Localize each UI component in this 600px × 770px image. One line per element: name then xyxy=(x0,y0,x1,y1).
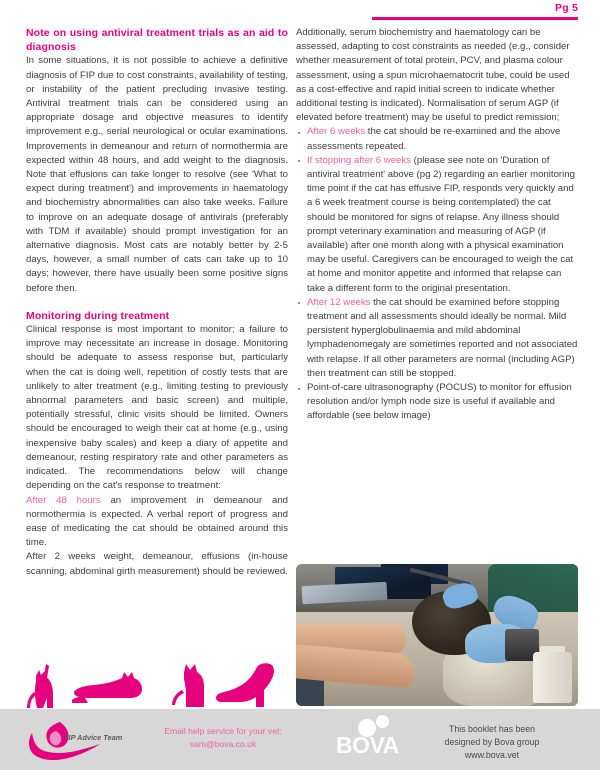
list-item xyxy=(296,154,578,296)
bova-wordmark: BOVA xyxy=(336,732,399,758)
cat-icon-reaching xyxy=(27,664,53,708)
paragraph-monitoring: Clinical response is most important to monitor; a failure to improve may necessitate an increase in dosage. Monitoring should be adequate to assess response but, particularly when the cat is doing well, repetition of costly tests that are unlikely to alter treatment (e.g., limiting testing to previously abnormal parameters and basic screen) and multiple, potentially stressful, clinic visits should be limited. Owners should be encouraged to weigh their cat at home (e.g., using inexpensive baby scales) and keep a diary of appetite and demeanour, resting respiratory rate and other parameters as indicated. The recommendations below will change depending on the cat's response to treatment: xyxy=(26,324,288,492)
cat-icon-stretching xyxy=(216,663,274,707)
list-item xyxy=(296,381,578,424)
timepoint-48-hours-text: an improvement in demeanour and normothermia is expected. A verbal report of progress and ease of medicating the cat should be obtained around this time. xyxy=(26,494,288,549)
paragraph-after-48-hours xyxy=(26,494,288,551)
booklet-credit-line-2: designed by Bova group xyxy=(444,737,540,747)
page-number: Pg 5 xyxy=(555,2,578,14)
cat-icon-sitting xyxy=(172,664,204,707)
cat-icon-lying xyxy=(72,672,142,703)
timepoint-label: After 6 weeks xyxy=(307,126,366,138)
list-item xyxy=(296,296,578,381)
paragraph-after-2-weeks: After 2 weeks weight, demeanour, effusions (in-house scanning, abdominal girth measurement) should be reviewed. xyxy=(26,551,288,577)
page-header xyxy=(0,0,600,26)
booklet-credit-block xyxy=(408,723,576,762)
fip-advice-team-label: FIP Advice Team xyxy=(64,733,123,742)
email-help-line: Email help service for your vet: xyxy=(164,726,282,736)
timepoint-48-hours-label: After 48 hours xyxy=(26,494,101,506)
list-item xyxy=(296,125,578,153)
monitoring-timepoints-list xyxy=(296,125,578,423)
pocus-clinic-photo xyxy=(296,564,578,706)
paragraph-serum-biochemistry: Additionally, serum biochemistry and haematology can be assessed, adapting to cost constraints as needed (e.g., consider whether measurement of total protein, PCV, and plasma colour assessment, using a spun microhaematocrit tube, could be used as a cost-effective and rapid initial screen to indicate whether additional testing is indicated). Normalisation of serum AGP (if elevated before treatment) may be useful to predict remission; xyxy=(296,27,570,124)
left-column xyxy=(26,26,288,579)
right-column xyxy=(296,26,578,424)
email-help-block xyxy=(148,725,298,750)
timepoint-label: After 12 weeks xyxy=(307,296,371,308)
photo-canvas xyxy=(296,564,578,706)
timepoint-text: the cat should be examined before stopping treatment and all assessments should ideally be normal. Mild persistent hyperglobulinaemia and mild abdominal lymphadenomegaly are sometimes reported and not associated with relapse. If all other parameters are normal (including AGP) then treatment can still be stopped. xyxy=(307,296,578,379)
paragraph-antiviral-trials: In some situations, it is not possible to achieve a definitive diagnosis of FIP due to cost constraints, availability of testing, or instability of the patient precluding invasive testing. Antiviral treatment trials can be considered using an appropriate dosage and objective measures to identify improvement e.g., serial neurological or ocular examinations. Improvements in demeanour and return of normothermia are expected within 48 hours, and add weight to the diagnosis. Note that effusions can take longer to resolve (see 'What to expect during treatment') and improvements in haematology and biochemistry abnormalities can also take weeks. Failure to improve on an adequate dosage of antivirals (preferably with TDM if available) should prompt investigation for an alternative diagnosis. Most cats are notably better by 2-5 days, however, a small number of cats can take up to 10 days; however, there have usually been some positive signs before then. xyxy=(26,55,288,294)
page-footer xyxy=(0,709,600,770)
timepoint-label: If stopping after 6 weeks xyxy=(307,154,411,166)
booklet-credit-line-1: This booklet has been xyxy=(448,724,536,734)
heading-antiviral-treatment-trials: Note on using antiviral treatment trials as an aid to diagnosis xyxy=(26,27,288,54)
timepoint-text: (please see note on 'Duration of antiviral treatment' above (pg 2) regarding an earlier monitoring time point if the cat has effusive FIP, responds very quickly and a 6 week treatment course is being contemplated) the cat should be monitored for signs of relapse. Any illness should prompt veterinary examination and measuring of AGP (if available) after one month along with a physical examination may be useful. Caregivers can be encouraged to weigh the cat at home and monitor appetite and informed that relapse can take a different form to the original presentation. xyxy=(307,154,575,294)
header-rule xyxy=(372,17,578,20)
photo-gel-bottle xyxy=(533,652,572,703)
heading-monitoring-during-treatment: Monitoring during treatment xyxy=(26,309,170,322)
timepoint-text: the cat should be re-examined and the above assessments repeated. xyxy=(307,126,561,152)
bova-logo-circle-small xyxy=(376,715,389,728)
email-address[interactable]: sam@bova.co.uk xyxy=(189,738,257,749)
booklet-website[interactable]: www.bova.vet xyxy=(464,750,520,760)
cat-silhouettes-svg xyxy=(22,662,294,710)
timepoint-text: Point-of-care ultrasonography (POCUS) to monitor for effusion resolution and/or lymph node size is useful if available and affordable (see below image) xyxy=(307,382,572,422)
cat-silhouette-strip xyxy=(22,662,294,710)
